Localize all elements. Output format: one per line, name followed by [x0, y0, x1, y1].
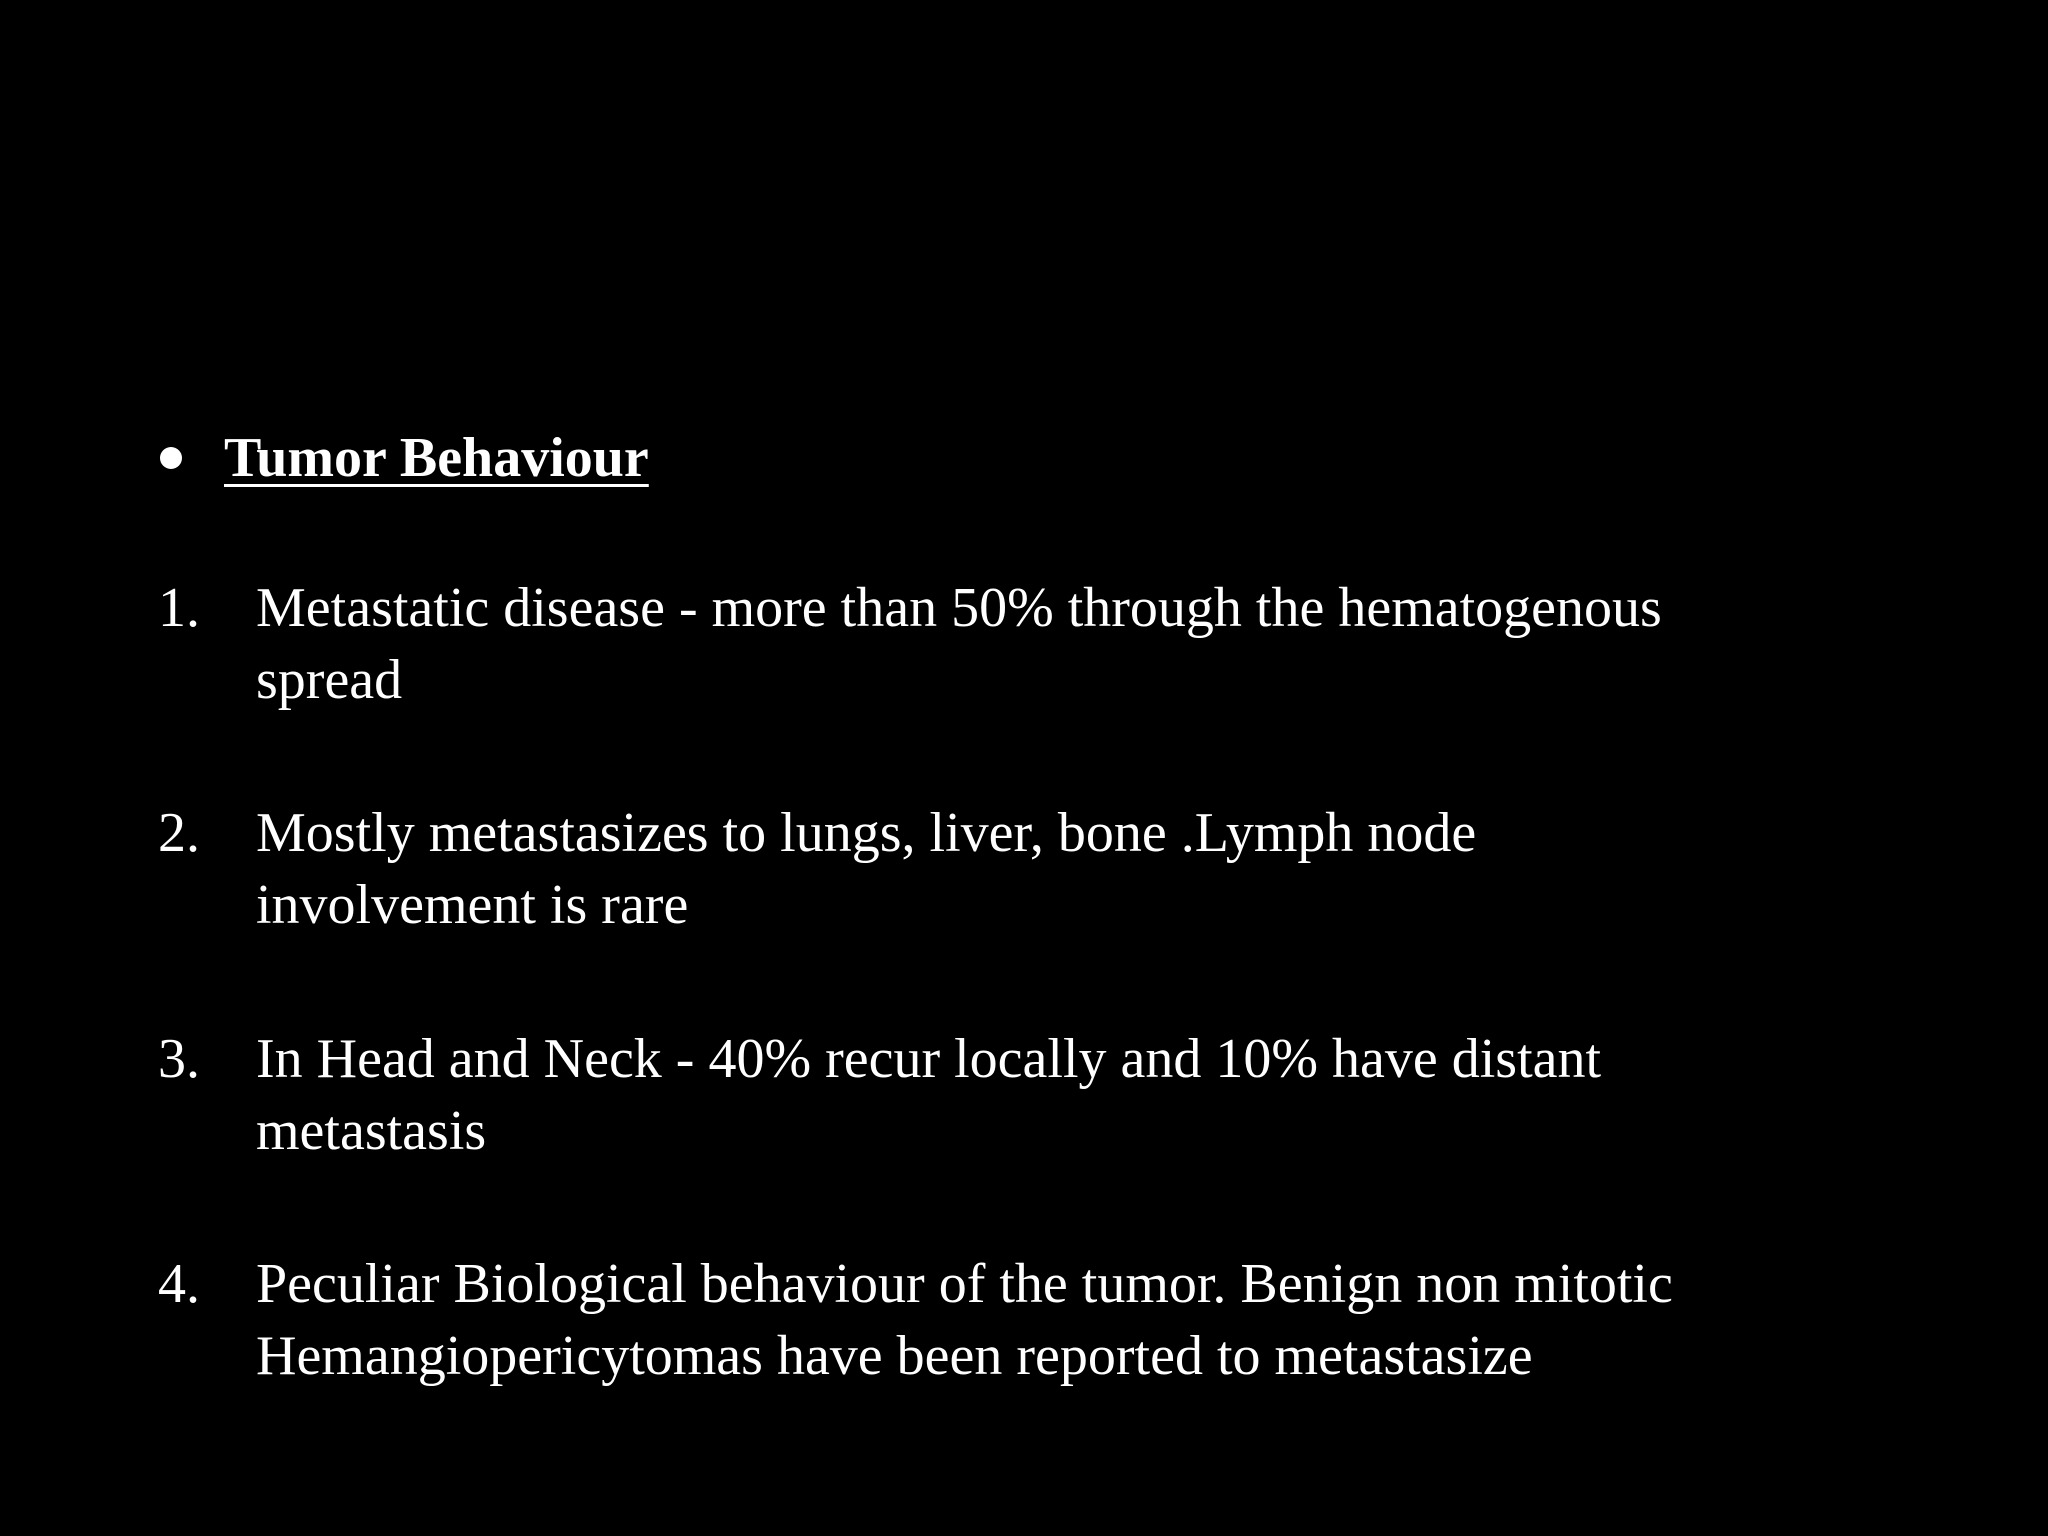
list-item-number: 3. [158, 1028, 200, 1090]
list-item-text [256, 1248, 1896, 1392]
list-item-number: 4. [158, 1253, 200, 1315]
list-item-line: Mostly metastasizes to lungs, liver, bone .Lymph node [256, 802, 1477, 864]
list-item-text [256, 1023, 1896, 1167]
list-item-line: Hemangiopericytomas have been reported to metastasize [256, 1325, 1533, 1387]
slide-heading: Tumor Behaviour [224, 427, 649, 489]
list-item-line: metastasis [256, 1100, 487, 1162]
heading-row [160, 418, 649, 498]
list-item-line: Peculiar Biological behaviour of the tumor. Benign non mitotic [256, 1253, 1673, 1315]
list-item-text [256, 572, 1896, 716]
bullet-icon [160, 447, 182, 469]
list-item-line: Metastatic disease - more than 50% through the hematogenous [256, 577, 1662, 639]
list-item-line: In Head and Neck - 40% recur locally and 10% have distant [256, 1028, 1602, 1090]
list-item-line: involvement is rare [256, 874, 689, 936]
list-item-number: 1. [158, 577, 200, 639]
list-item-number: 2. [158, 802, 200, 864]
list-item-text [256, 797, 1896, 941]
list-item-line: spread [256, 649, 403, 711]
